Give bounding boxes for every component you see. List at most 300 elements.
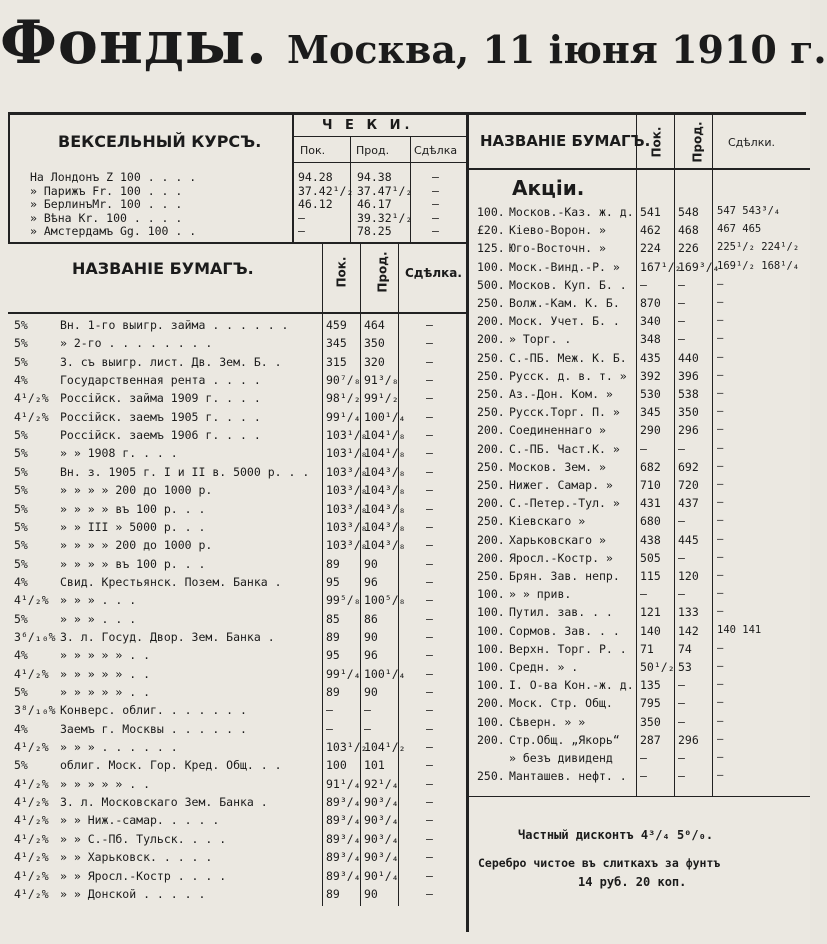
right-nominal: 200. xyxy=(477,496,505,511)
silver-note-line1: Серебро чистое въ слиткахъ за фунтъ xyxy=(478,856,721,870)
right-row xyxy=(469,751,810,768)
right-buy: 431 xyxy=(640,496,661,511)
right-table xyxy=(469,205,810,797)
right-buy: 392 xyxy=(640,368,661,383)
right-name: » Торг. . xyxy=(509,332,572,347)
left-sell: 99¹/₂ xyxy=(364,391,399,406)
right-nominal: 250. xyxy=(477,514,505,529)
right-nominal: 250. xyxy=(477,387,505,401)
left-col-deal: Сдѣлка. xyxy=(405,266,462,280)
right-deal: — xyxy=(717,478,724,490)
silver-note-line2: 14 руб. 20 коп. xyxy=(578,875,687,889)
bills-row xyxy=(0,224,466,237)
left-deal: — xyxy=(426,336,433,351)
right-sell: 226 xyxy=(678,241,699,256)
right-name: Москов. Куп. Б. . xyxy=(509,277,627,292)
left-row xyxy=(0,630,466,647)
left-row xyxy=(0,612,466,629)
bills-row xyxy=(0,197,466,210)
left-row xyxy=(0,483,466,500)
right-header: НАЗВАНIЕ БУМАГЪ. xyxy=(480,132,651,150)
right-nominal: 100. xyxy=(477,623,505,638)
left-buy: 89³/₄ xyxy=(326,795,361,810)
left-deal: — xyxy=(426,648,433,663)
left-deal: — xyxy=(426,758,433,773)
left-pct: 5% xyxy=(14,611,28,626)
right-section-title: Акцiи. xyxy=(512,176,585,200)
right-deal: — xyxy=(717,350,724,363)
left-deal: — xyxy=(426,703,433,718)
bills-col-buy: Пок. xyxy=(300,144,326,157)
right-deal: — xyxy=(717,732,724,745)
left-buy: 103³/₈ xyxy=(326,501,368,516)
right-sell: — xyxy=(678,714,685,729)
bills-buy: — xyxy=(298,224,305,238)
left-name: » » 1908 г. . . . xyxy=(60,446,178,461)
bills-row xyxy=(0,170,466,183)
right-sell: — xyxy=(678,514,685,529)
right-name: Сормов. Зав. . . xyxy=(509,623,620,638)
left-pct: 4% xyxy=(14,721,28,736)
right-deal: — xyxy=(717,605,724,618)
right-sell: — xyxy=(678,678,685,693)
right-sell: 74 xyxy=(678,641,692,656)
right-deal: — xyxy=(717,641,724,654)
right-deal: 169¹/₂ 168¹/₄ xyxy=(717,259,800,272)
left-pct: 4¹/₂% xyxy=(14,813,49,828)
right-deal: — xyxy=(717,277,724,290)
left-deal: — xyxy=(426,795,433,810)
right-nominal: 200. xyxy=(477,550,505,565)
right-name: Москов. Зем. » xyxy=(509,459,606,474)
left-deal: — xyxy=(426,850,433,865)
left-row xyxy=(0,502,466,519)
left-buy: 85 xyxy=(326,611,340,626)
left-deal: — xyxy=(426,666,433,681)
right-buy: 680 xyxy=(640,514,661,529)
left-row xyxy=(0,593,466,610)
right-name: Моск. Стр. Общ. xyxy=(509,696,613,711)
left-deal: — xyxy=(426,318,433,332)
left-pct: 5% xyxy=(14,354,28,369)
right-name: » безъ дивиденд xyxy=(509,751,613,765)
left-deal: — xyxy=(426,813,433,828)
right-name: Волж.-Кам. К. Б. xyxy=(509,296,620,310)
left-name: » » » . . . xyxy=(60,611,137,626)
bills-deal: — xyxy=(432,183,439,198)
left-pct: 4¹/₂% xyxy=(14,409,49,424)
right-buy: 340 xyxy=(640,314,661,329)
right-nominal: 200. xyxy=(477,314,505,329)
left-sell: 90 xyxy=(364,886,378,901)
left-buy: 89³/₄ xyxy=(326,850,361,865)
right-buy: 121 xyxy=(640,605,661,620)
right-row xyxy=(469,605,810,622)
right-nominal: 200. xyxy=(477,441,505,456)
left-pct: 4¹/₂% xyxy=(14,850,49,865)
left-pct: 4% xyxy=(14,648,28,663)
right-deal: — xyxy=(717,496,724,509)
right-row xyxy=(469,223,810,240)
right-deal: — xyxy=(717,405,724,418)
right-buy: 435 xyxy=(640,350,661,365)
bills-name: На Лондонъ Z 100 . . . . xyxy=(30,170,197,184)
left-buy: 89 xyxy=(326,556,340,571)
left-deal: — xyxy=(426,538,433,553)
right-sell: 53 xyxy=(678,660,692,674)
right-nominal: 100. xyxy=(477,205,505,219)
left-buy: 103¹/₈ xyxy=(326,428,368,443)
right-deal: 467 465 xyxy=(717,223,762,236)
right-sell: — xyxy=(678,277,685,292)
left-sell: 104¹/₈ xyxy=(364,446,406,461)
right-sell: 169³/₄ xyxy=(678,259,720,274)
left-name: Государственная рента . . . . xyxy=(60,373,261,388)
right-name: Сѣверн. » » xyxy=(509,714,586,729)
right-buy: — xyxy=(640,587,647,602)
left-deal: — xyxy=(426,519,433,534)
bills-row xyxy=(0,211,466,224)
left-sell: 90 xyxy=(364,685,378,699)
bills-buy: 46.12 xyxy=(298,197,333,211)
left-pct: 5% xyxy=(14,483,28,498)
bills-name: » Амстердамъ Gg. 100 . . xyxy=(30,224,197,238)
right-sell: 548 xyxy=(678,205,699,219)
right-deal: — xyxy=(717,423,724,436)
left-name: Вн. 1-го выигр. займа . . . . . . xyxy=(60,318,289,332)
left-name: » » » » » . . xyxy=(60,666,151,681)
left-pct: 4¹/₂% xyxy=(14,740,49,755)
right-name: Манташев. нефт. . xyxy=(509,769,627,784)
right-nominal: 100. xyxy=(477,678,505,693)
bills-cheki-rule xyxy=(292,136,466,137)
right-row xyxy=(469,241,810,258)
right-row xyxy=(469,569,810,586)
right-sell: — xyxy=(678,550,685,565)
right-sell: 142 xyxy=(678,623,699,638)
right-name: Моск.-Винд.-Р. » xyxy=(509,259,620,274)
left-deal: — xyxy=(426,501,433,516)
left-row xyxy=(0,740,466,757)
left-sell: 104¹/₈ xyxy=(364,428,406,443)
page-title xyxy=(0,8,827,108)
right-buy: 167¹/₂ xyxy=(640,259,682,274)
left-sell: — xyxy=(364,721,371,736)
right-sell: 468 xyxy=(678,223,699,238)
left-buy: 89 xyxy=(326,629,340,644)
right-sell: — xyxy=(678,769,685,784)
left-row xyxy=(0,336,466,353)
left-name: » 2-го . . . . . . . . xyxy=(60,336,213,351)
right-row xyxy=(469,423,810,440)
right-sell: — xyxy=(678,696,685,711)
right-row xyxy=(469,296,810,313)
right-row xyxy=(469,478,810,495)
left-row xyxy=(0,703,466,720)
left-buy: — xyxy=(326,703,333,718)
right-nominal: 100. xyxy=(477,714,505,729)
left-buy: 91¹/₄ xyxy=(326,776,361,791)
left-pct: 5% xyxy=(14,464,28,479)
left-name: » » » » 200 до 1000 р. xyxy=(60,538,213,553)
left-sell: 104³/₈ xyxy=(364,464,406,479)
left-buy: 90⁷/₈ xyxy=(326,373,361,388)
right-name: Средн. » . xyxy=(509,660,579,674)
right-sell: 445 xyxy=(678,532,699,547)
right-deal: — xyxy=(717,660,724,672)
left-pct: 5% xyxy=(14,758,28,773)
right-name: Путил. зав. . . xyxy=(509,605,613,620)
right-sell: 120 xyxy=(678,569,699,583)
left-row xyxy=(0,777,466,794)
right-buy: — xyxy=(640,769,647,784)
left-row xyxy=(0,850,466,867)
bills-sell: 94.38 xyxy=(357,170,392,184)
bills-name: » Вѣна Kr. 100 . . . . xyxy=(30,210,183,225)
left-buy: 345 xyxy=(326,336,347,351)
right-sell: 296 xyxy=(678,423,699,438)
right-deal: — xyxy=(717,569,724,581)
right-deal: — xyxy=(717,696,724,709)
right-name: Моск. Учет. Б. . xyxy=(509,314,620,329)
right-row xyxy=(469,260,810,277)
left-sell: 90 xyxy=(364,629,378,644)
bills-buy: — xyxy=(298,210,305,225)
right-row xyxy=(469,496,810,513)
left-table xyxy=(0,318,466,908)
left-deal: — xyxy=(426,776,433,791)
right-name: I. О-ва Кон.-ж. д. xyxy=(509,678,634,693)
left-row xyxy=(0,813,466,830)
right-buy: 290 xyxy=(640,423,661,438)
bills-header: ВЕКСЕЛЬНЫЙ КУРСЪ. xyxy=(58,132,262,151)
right-sell: — xyxy=(678,314,685,329)
right-buy: 71 xyxy=(640,641,654,656)
right-deal: — xyxy=(717,459,724,472)
bills-sell: 37.47¹/₂ xyxy=(357,183,413,198)
right-deal: — xyxy=(717,678,724,691)
left-col-buy: Пок. xyxy=(334,256,349,288)
bills-header-rule xyxy=(292,162,466,163)
discount-note: Частный дисконтъ 4³/₄ 5⁰/₀. xyxy=(518,828,714,842)
right-sell: 437 xyxy=(678,496,699,511)
left-row xyxy=(0,428,466,445)
bills-col-sell: Прод. xyxy=(356,144,390,157)
left-buy: 103³/₈ xyxy=(326,483,368,498)
left-name: » » » » въ 100 р. . . xyxy=(60,501,206,516)
left-buy: 100 xyxy=(326,758,347,773)
right-nominal: 125. xyxy=(477,241,505,256)
left-name: Свид. Крестьянск. Позем. Банка . xyxy=(60,574,282,589)
right-sell: 538 xyxy=(678,387,699,401)
right-nominal: £20. xyxy=(477,223,505,238)
left-buy: 98¹/₂ xyxy=(326,391,361,406)
left-name: » » » » » . . xyxy=(60,685,151,699)
right-col-sell: Прод. xyxy=(690,121,705,163)
right-deal: — xyxy=(717,441,724,454)
right-sell: 350 xyxy=(678,405,699,420)
bills-deal: — xyxy=(432,210,439,225)
left-sell: 100¹/₄ xyxy=(364,409,406,424)
left-sell: 101 xyxy=(364,758,385,773)
left-deal: — xyxy=(426,593,433,608)
left-buy: 95 xyxy=(326,648,340,663)
left-buy: 89³/₄ xyxy=(326,831,361,846)
bills-deal: — xyxy=(432,224,439,238)
top-rule xyxy=(8,112,806,115)
right-row xyxy=(469,769,810,786)
right-deal: — xyxy=(717,532,724,545)
right-nominal: 100. xyxy=(477,660,505,674)
right-row xyxy=(469,696,810,713)
left-name: » » Донской . . . . . xyxy=(60,886,206,901)
left-name: » » » » » . . xyxy=(60,648,151,663)
left-buy: 89 xyxy=(326,685,340,699)
right-nominal: 500. xyxy=(477,277,505,292)
left-name: Россiйск. займа 1909 г. . . . xyxy=(60,391,261,406)
left-row xyxy=(0,355,466,372)
right-buy: 682 xyxy=(640,459,661,474)
left-row xyxy=(0,410,466,427)
bills-name: » Парижъ Fr. 100 . . . xyxy=(30,183,183,198)
right-buy: 350 xyxy=(640,714,661,729)
right-buy: 541 xyxy=(640,205,661,219)
bills-row xyxy=(0,184,466,197)
left-sell: 91³/₈ xyxy=(364,373,399,388)
left-header: НАЗВАНIЕ БУМАГЪ. xyxy=(72,259,254,278)
left-sell: 96 xyxy=(364,648,378,663)
left-sell: 90¹/₄ xyxy=(364,868,399,883)
left-row xyxy=(0,832,466,849)
right-col-buy: Пок. xyxy=(649,126,664,158)
left-name: » » » . . . xyxy=(60,593,137,608)
left-deal: — xyxy=(426,373,433,388)
right-deal: — xyxy=(717,587,724,600)
left-pct: 5% xyxy=(14,556,28,571)
left-deal: — xyxy=(426,740,433,755)
left-buy: 103¹/₂ xyxy=(326,740,368,755)
right-nominal: 200. xyxy=(477,332,505,347)
left-pct: 4¹/₂% xyxy=(14,831,49,846)
bills-buy: 94.28 xyxy=(298,170,333,184)
left-deal: — xyxy=(426,556,433,571)
right-name: Русск.Торг. П. » xyxy=(509,405,620,420)
right-deal: — xyxy=(717,769,724,782)
left-deal: — xyxy=(426,886,433,901)
left-buy: 89³/₄ xyxy=(326,868,361,883)
left-sell: 90³/₄ xyxy=(364,795,399,810)
right-name: Юго-Восточн. » xyxy=(509,241,606,256)
right-sell: — xyxy=(678,587,685,602)
right-row xyxy=(469,715,810,732)
right-row xyxy=(469,314,810,331)
right-deal: — xyxy=(717,314,724,327)
right-name: » » прив. xyxy=(509,587,572,602)
left-name: » » С.-Пб. Тульск. . . . xyxy=(60,831,227,846)
left-name: облиг. Моск. Гор. Кред. Общ. . . xyxy=(60,758,282,773)
left-name: » » Яросл.-Костр . . . . xyxy=(60,868,227,883)
right-nominal: 250. xyxy=(477,478,505,492)
right-row xyxy=(469,733,810,750)
title-sub: Москва, 11 iюня 1910 г. xyxy=(286,27,827,72)
left-name: » » » . . . . . . xyxy=(60,740,178,755)
left-row xyxy=(0,446,466,463)
bills-name: » БерлинъMr. 100 . . . xyxy=(30,197,183,211)
bills-table xyxy=(0,170,466,240)
left-sell: 464 xyxy=(364,318,385,332)
right-name: Москов.-Каз. ж. д. xyxy=(509,205,634,219)
right-sell: — xyxy=(678,332,685,347)
left-deal: — xyxy=(426,831,433,846)
left-deal: — xyxy=(426,391,433,406)
left-sell: 90³/₄ xyxy=(364,850,399,865)
bills-sell: 39.32¹/₂ xyxy=(357,210,413,225)
right-sell: 692 xyxy=(678,459,699,474)
left-buy: 89³/₄ xyxy=(326,813,361,828)
left-pct: 4% xyxy=(14,574,28,589)
left-sell: 86 xyxy=(364,611,378,626)
right-col-deal: Сдѣлки. xyxy=(728,136,775,149)
left-pct: 4¹/₂% xyxy=(14,868,49,883)
left-sell: 90 xyxy=(364,556,378,571)
right-nominal: 250. xyxy=(477,769,505,784)
left-pct: 5% xyxy=(14,318,28,332)
left-buy: 89 xyxy=(326,886,340,901)
left-pct: 4¹/₂% xyxy=(14,795,49,810)
right-nominal: 250. xyxy=(477,350,505,365)
right-sell: 296 xyxy=(678,732,699,747)
left-name: З. л. Московскаго Зем. Банка . xyxy=(60,795,268,810)
right-row xyxy=(469,660,810,677)
left-pct: 4% xyxy=(14,373,28,388)
right-buy: 115 xyxy=(640,569,661,583)
left-sell: 90³/₄ xyxy=(364,813,399,828)
right-name: Кiевскаго » xyxy=(509,514,586,529)
left-row xyxy=(0,373,466,390)
left-sell: 100⁵/₈ xyxy=(364,593,406,608)
bills-deal: — xyxy=(432,170,439,184)
left-pct: 4¹/₂% xyxy=(14,666,49,681)
left-name: » » » » въ 100 р. . . xyxy=(60,556,206,571)
right-name: Русск. д. в. т. » xyxy=(509,368,627,383)
left-pct: 4¹/₂% xyxy=(14,593,49,608)
right-buy: 710 xyxy=(640,478,661,492)
left-col-sell: Прод. xyxy=(375,251,390,293)
left-deal: — xyxy=(426,409,433,424)
right-deal: — xyxy=(717,368,724,381)
left-buy: 99⁵/₈ xyxy=(326,593,361,608)
right-deal: — xyxy=(717,387,724,399)
bills-sell: 78.25 xyxy=(357,224,392,238)
right-deal: — xyxy=(717,751,724,763)
right-nominal: 250. xyxy=(477,459,505,474)
left-buy: 95 xyxy=(326,574,340,589)
right-nominal: 100. xyxy=(477,587,505,602)
right-row xyxy=(469,405,810,422)
left-buy: 103¹/₈ xyxy=(326,446,368,461)
left-row xyxy=(0,869,466,886)
left-name: » » » » 200 до 1000 р. xyxy=(60,483,213,498)
left-deal: — xyxy=(426,354,433,369)
bills-cheki-label: Ч Е К И. xyxy=(322,118,414,133)
right-buy: 140 xyxy=(640,623,661,638)
left-deal: — xyxy=(426,464,433,479)
right-name: Верхн. Торг. Р. . xyxy=(509,641,627,656)
right-name: С.-ПБ. Част.К. » xyxy=(509,441,620,456)
right-nominal: 100. xyxy=(477,605,505,620)
bills-deal: — xyxy=(432,197,439,211)
left-name: » » Ниж.-самар. . . . . xyxy=(60,813,220,828)
